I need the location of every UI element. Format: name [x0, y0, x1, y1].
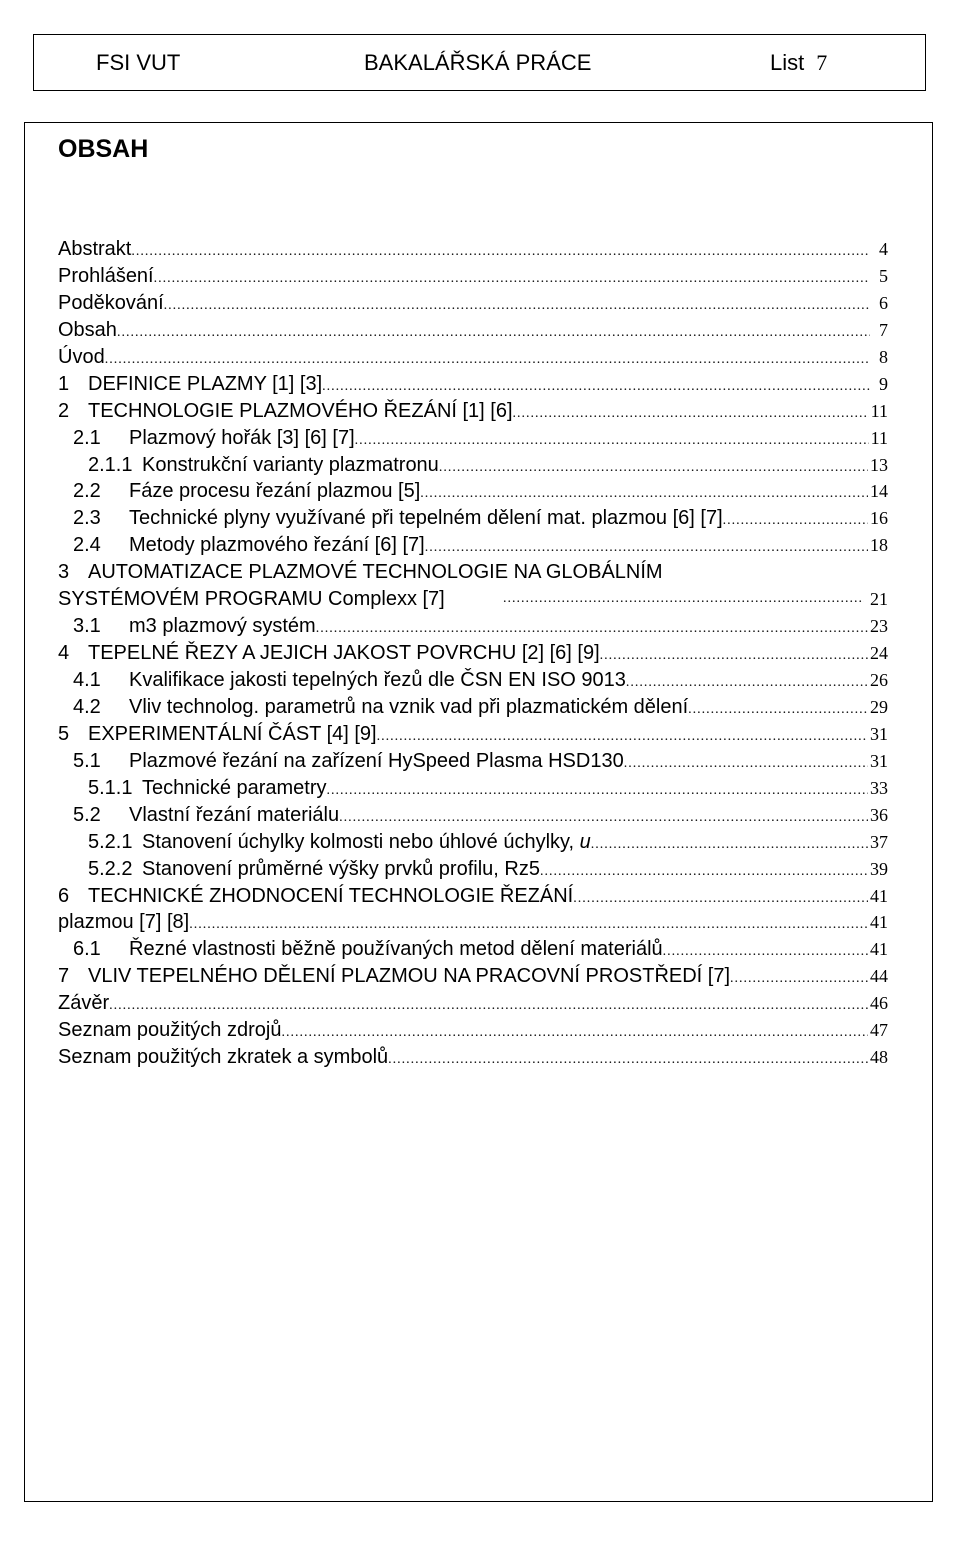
- toc-entry-title-text: Konstrukční varianty plazmatronu: [142, 453, 439, 476]
- toc-entry-number: 3.1: [73, 615, 101, 638]
- toc-entry-title: [88, 721, 377, 748]
- toc-entry-title-text: Plazmový hořák [3] [6] [7]: [129, 426, 355, 449]
- toc-entry[interactable]: [58, 936, 888, 963]
- toc-entry-title: [58, 990, 109, 1017]
- toc-entry-title-text: plazmou [7] [8]: [58, 911, 190, 934]
- toc-entry-number: 5.1.1: [88, 776, 133, 799]
- toc-entry-leader: [730, 966, 868, 993]
- toc-entry-page: 47: [870, 1020, 888, 1041]
- toc-entry-page: 5: [879, 265, 888, 286]
- toc-entry-title-text: Prohlášení: [58, 264, 154, 287]
- toc-entry[interactable]: [58, 1017, 888, 1044]
- toc-entry-leader: [540, 859, 868, 886]
- toc-entry-leader: [117, 320, 870, 347]
- toc-entry-number: 3: [58, 561, 70, 584]
- toc-entry[interactable]: [58, 371, 888, 398]
- toc-entry-page: 44: [870, 966, 888, 987]
- toc-entry-page: 23: [870, 616, 888, 637]
- toc-entry-number: 4.2: [73, 695, 101, 718]
- toc-entry-page: 11: [870, 400, 888, 421]
- toc-entry-title: [142, 452, 439, 479]
- toc-entry-title-text: AUTOMATIZACE PLAZMOVÉ TECHNOLOGIE NA GLOBÁLNÍM SYSTÉMOVÉM PROGRAMU Complexx [7]: [58, 561, 663, 611]
- toc-entry-leader: [339, 805, 868, 832]
- toc-entry[interactable]: [58, 802, 888, 829]
- toc-entry-number: 5: [58, 722, 70, 745]
- toc-entry[interactable]: [58, 425, 888, 452]
- toc-entry-title: [88, 963, 730, 990]
- toc-entry[interactable]: [58, 452, 888, 479]
- toc-entry-leader: [281, 1020, 868, 1047]
- toc-entry[interactable]: [58, 856, 888, 883]
- toc-entry-leader: [425, 535, 868, 562]
- toc-entry-title-text: Technické parametry: [142, 776, 327, 799]
- toc-entry[interactable]: [58, 829, 888, 856]
- toc-entry[interactable]: [58, 505, 888, 532]
- toc-entry-title-text: Technické plyny využívané při tepelném dělení mat. plazmou [6] [7]: [129, 507, 723, 530]
- toc-entry-title-text: Řezné vlastnosti běžně používaných metod dělení materiálů: [129, 938, 663, 961]
- toc-entry-page: 41: [870, 885, 888, 906]
- toc-entry-page: 26: [870, 670, 888, 691]
- toc-entry-leader: [626, 670, 868, 697]
- toc-entry-title: [129, 802, 339, 829]
- toc-entry-page: 4: [879, 239, 888, 259]
- toc-entry-leader: [105, 347, 870, 374]
- toc-entry-leader: [591, 832, 868, 859]
- toc-entry[interactable]: [58, 721, 888, 748]
- toc-entry[interactable]: [58, 990, 888, 1017]
- toc-entry-number: 1: [58, 372, 70, 395]
- toc-entry[interactable]: [58, 883, 888, 910]
- toc-entry-title: [88, 883, 573, 910]
- toc-entry-page: 36: [870, 804, 888, 825]
- toc-entry-leader: [154, 266, 870, 293]
- toc-entry-title-text: Kvalifikace jakosti tepelných řezů dle ČSN EN ISO 9013: [129, 669, 626, 692]
- toc-entry-number: 6: [58, 884, 70, 907]
- toc-entry-number: 2.1: [73, 426, 101, 449]
- toc-entry-leader: [624, 751, 868, 778]
- toc-entry-leader: [355, 428, 869, 455]
- toc-entry-page: 37: [870, 831, 888, 852]
- toc-entry-title-text: TEPELNÉ ŘEZY A JEJICH JAKOST POVRCHU [2] [6] [9]: [88, 642, 600, 665]
- toc-entry-leader: [131, 239, 870, 266]
- toc-entry-title: [129, 694, 688, 721]
- toc-entry-leader: [109, 993, 868, 1020]
- toc-entry-title: [129, 505, 723, 532]
- toc-entry-number: 4.1: [73, 669, 101, 692]
- toc-entry[interactable]: [58, 909, 888, 936]
- header-sheet: [770, 51, 827, 75]
- toc-entry-page: 29: [870, 696, 888, 717]
- toc-entry-title: [129, 425, 355, 452]
- toc-entry-title: [58, 317, 117, 344]
- toc-entry-page: 13: [870, 454, 888, 475]
- toc-entry-title-text: EXPERIMENTÁLNÍ ČÁST [4] [9]: [88, 722, 377, 745]
- toc-entry-leader: [322, 374, 870, 401]
- toc-entry-title: [58, 344, 105, 371]
- toc-entry-title: [129, 936, 663, 963]
- toc-entry-page: 24: [870, 643, 888, 664]
- toc-entry-title: [58, 236, 131, 263]
- toc-entry-leader: [420, 481, 868, 508]
- toc-entry-title-text: VLIV TEPELNÉHO DĚLENÍ PLAZMOU NA PRACOVNÍ PROSTŘEDÍ [7]: [88, 965, 731, 988]
- toc-entry-title-text: Stanovení úchylky kolmosti nebo úhlové úchylky,: [142, 830, 580, 853]
- toc-entry-number: 5.2.2: [88, 857, 133, 880]
- header-sheet-number: 7: [816, 50, 828, 75]
- toc-entry-title: [129, 748, 624, 775]
- toc-entry-number: 5.2.1: [88, 830, 133, 853]
- toc-entry-title-text: Vlastní řezání materiálu: [129, 803, 340, 826]
- toc-entry-page: 18: [870, 535, 888, 556]
- toc-entry-number: 5.2: [73, 803, 101, 826]
- toc-entry-leader: [316, 616, 868, 643]
- toc-entry[interactable]: [58, 694, 888, 721]
- toc-entry-leader: [503, 586, 864, 613]
- toc-entry-title: [142, 856, 540, 883]
- toc-entry-title-text: Vliv technolog. parametrů na vznik vad při plazmatickém dělení: [129, 695, 689, 718]
- toc-entry-number: 2.4: [73, 534, 101, 557]
- toc-entry-leader: [573, 886, 868, 913]
- toc-entry-title-text: Fáze procesu řezání plazmou [5]: [129, 480, 421, 503]
- toc-entry-number: 2.2: [73, 480, 101, 503]
- toc-entry[interactable]: [58, 532, 888, 559]
- toc-entry-title: [88, 371, 322, 398]
- toc-entry-leader: [189, 912, 868, 939]
- toc-entry-title: [129, 667, 626, 694]
- toc-entry[interactable]: [58, 317, 888, 344]
- page-title: OBSAH: [58, 135, 149, 163]
- toc-entry-title-text: Stanovení průměrné výšky prvků profilu, Rz5: [142, 857, 540, 880]
- toc-entry-title-text: Obsah: [58, 318, 117, 341]
- toc-entry-number: 2.1.1: [88, 453, 133, 476]
- toc-entry-page: 33: [870, 777, 888, 798]
- toc-entry[interactable]: [58, 398, 888, 425]
- toc-entry-title-text: Seznam použitých zkratek a symbolů: [58, 1046, 389, 1069]
- toc-entry-title-text: Abstrakt: [58, 238, 132, 260]
- toc-entry-page: 16: [870, 508, 888, 529]
- toc-entry-title-text: TECHNICKÉ ZHODNOCENÍ TECHNOLOGIE ŘEZÁNÍ: [88, 884, 574, 907]
- toc-entry[interactable]: [58, 290, 888, 317]
- toc-entry-page: 6: [879, 292, 888, 313]
- toc-entry[interactable]: [58, 478, 888, 505]
- toc-entry[interactable]: [58, 613, 888, 640]
- header-sheet-label: List: [770, 50, 805, 75]
- toc-entry-leader: [600, 643, 868, 670]
- toc-entry-page: 39: [870, 858, 888, 879]
- toc-entry-title-text: Poděkování: [58, 291, 164, 314]
- toc-entry-page: 11: [870, 427, 888, 448]
- toc-entry[interactable]: [58, 775, 888, 802]
- toc-entry-title-text: Závěr: [58, 992, 110, 1015]
- toc-entry-number: 2.3: [73, 507, 101, 530]
- toc-entry-title-text: TECHNOLOGIE PLAZMOVÉHO ŘEZÁNÍ [1] [6]: [88, 399, 513, 422]
- toc-entry-title: [88, 640, 600, 667]
- toc-entry-leader: [388, 1047, 868, 1074]
- toc-entry-number: 6.1: [73, 938, 101, 961]
- toc-entry-page: 46: [870, 993, 888, 1014]
- toc-entry-title: [88, 398, 513, 425]
- toc-entry[interactable]: [58, 263, 888, 290]
- toc-entry-title-text: Metody plazmového řezání [6] [7]: [129, 534, 425, 557]
- toc-entry-leader: [377, 724, 868, 751]
- toc-entry-title: [142, 829, 591, 856]
- toc-entry-leader: [439, 455, 868, 482]
- toc-entry-leader: [327, 778, 868, 805]
- toc-entry-title: [142, 775, 327, 802]
- toc-entry-page: 41: [870, 912, 888, 933]
- toc-entry-page: 41: [870, 939, 888, 960]
- toc-entry-title: [129, 478, 420, 505]
- toc-entry-leader: [513, 401, 869, 428]
- toc-entry-page: 14: [870, 481, 888, 502]
- table-of-contents: [58, 236, 888, 1071]
- toc-entry[interactable]: [58, 236, 888, 263]
- toc-entry-title-text: Plazmové řezání na zařízení HySpeed Plasma HSD130: [129, 749, 624, 772]
- toc-entry-number: 5.1: [73, 749, 101, 772]
- toc-entry-page: 9: [879, 373, 888, 394]
- toc-entry[interactable]: [58, 640, 888, 667]
- toc-entry-title: [58, 263, 154, 290]
- header-document-type: BAKALÁŘSKÁ PRÁCE: [364, 50, 592, 75]
- toc-entry[interactable]: [58, 1044, 888, 1071]
- toc-entry-title: [129, 613, 316, 640]
- toc-entry[interactable]: [58, 748, 888, 775]
- toc-entry-title-symbol: u: [579, 830, 591, 853]
- toc-entry-page: 31: [870, 723, 888, 744]
- toc-entry-page: 21: [870, 589, 888, 610]
- page-header: [33, 34, 926, 91]
- toc-entry-page: 48: [870, 1047, 888, 1068]
- toc-entry-title-text: Seznam použitých zdrojů: [58, 1019, 282, 1042]
- toc-entry[interactable]: [58, 559, 888, 613]
- toc-entry-page: 8: [879, 346, 888, 367]
- toc-entry-title: [58, 290, 164, 317]
- toc-entry-title-text: m3 plazmový systém: [129, 615, 316, 638]
- toc-entry[interactable]: [58, 963, 888, 990]
- toc-entry-title-text: Úvod: [58, 345, 105, 368]
- toc-entry[interactable]: [58, 344, 888, 371]
- toc-entry-title: [129, 532, 425, 559]
- toc-entry-number: 4: [58, 642, 70, 665]
- header-institution: FSI VUT: [96, 50, 181, 75]
- toc-entry-leader: [688, 697, 868, 724]
- toc-entry-title: [58, 1044, 388, 1071]
- toc-entry-page: 31: [870, 750, 888, 771]
- toc-entry-number: 7: [58, 965, 70, 988]
- toc-entry-title: [58, 1017, 281, 1044]
- toc-entry-leader: [663, 939, 868, 966]
- toc-entry-title: [58, 909, 189, 936]
- toc-entry-page: 7: [879, 319, 888, 340]
- toc-entry-title-text: DEFINICE PLAZMY [1] [3]: [88, 372, 323, 395]
- toc-entry-number: 2: [58, 399, 70, 422]
- toc-entry-leader: [164, 293, 870, 320]
- toc-entry-leader: [723, 508, 868, 535]
- toc-entry[interactable]: [58, 667, 888, 694]
